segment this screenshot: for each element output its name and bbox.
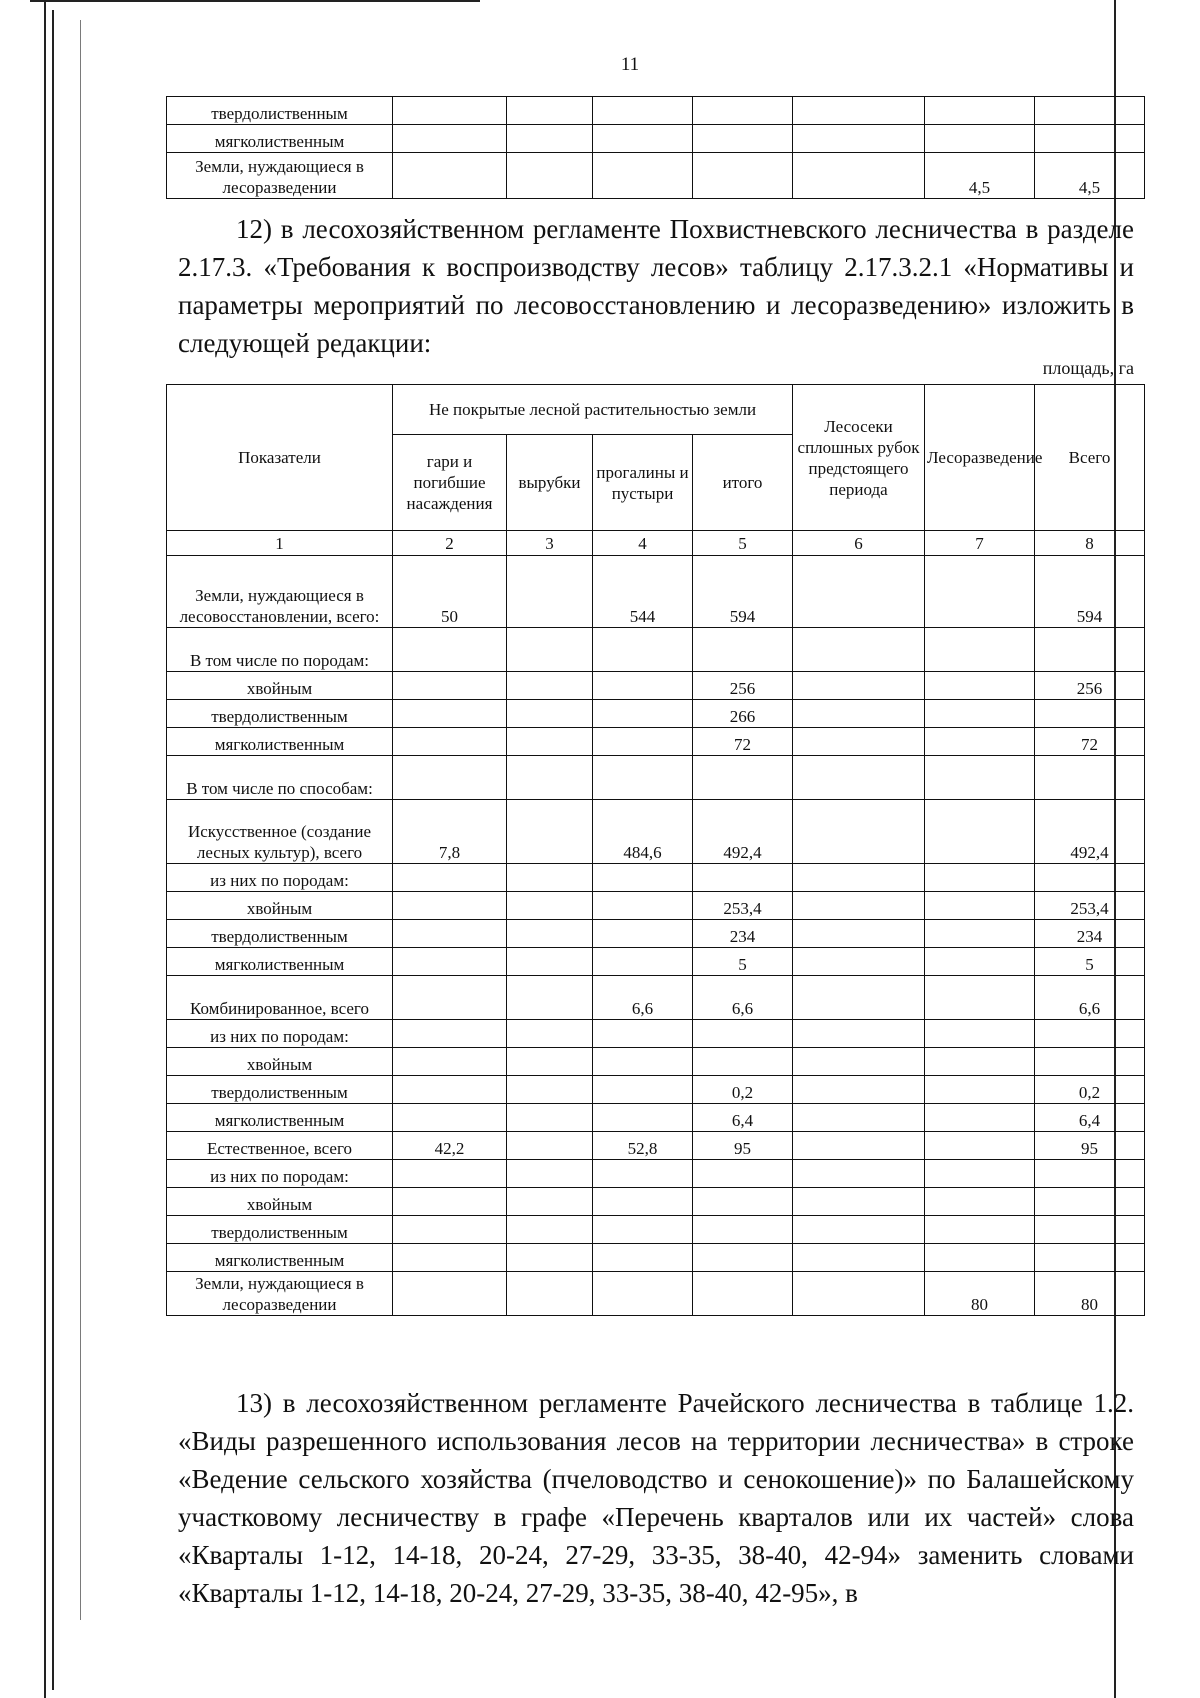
scan-line-left-2 <box>52 10 54 1690</box>
column-number: 3 <box>507 531 593 556</box>
table-cell <box>1035 700 1145 728</box>
table-cell <box>1035 97 1145 125</box>
table-cell <box>793 1048 925 1076</box>
table-cell <box>393 920 507 948</box>
table-cell <box>925 976 1035 1020</box>
header-clearings: вырубки <box>507 435 593 531</box>
table-row <box>167 1216 1145 1244</box>
table-cell <box>593 153 693 199</box>
table-row <box>167 976 1145 1020</box>
row-label: мягколиственным <box>167 1244 393 1272</box>
table-cell: 492,4 <box>1035 800 1145 864</box>
table-cell: 4,5 <box>1035 153 1145 199</box>
table-cell <box>1035 756 1145 800</box>
table-row <box>167 756 1145 800</box>
table-row <box>167 1132 1145 1160</box>
table-cell <box>507 1076 593 1104</box>
table-cell <box>925 1132 1035 1160</box>
table-cell <box>507 1020 593 1048</box>
table-cell <box>593 1048 693 1076</box>
table-row <box>167 1020 1145 1048</box>
table-cell <box>793 1272 925 1316</box>
table-cell <box>925 1216 1035 1244</box>
table-row <box>167 125 1145 153</box>
table-cell <box>925 97 1035 125</box>
table-cell <box>507 1216 593 1244</box>
row-label: из них по породам: <box>167 864 393 892</box>
table-cell <box>393 153 507 199</box>
table-cell: 80 <box>925 1272 1035 1316</box>
table-cell <box>507 1160 593 1188</box>
table-cell <box>507 125 593 153</box>
table-cell <box>593 1076 693 1104</box>
table-cell <box>593 948 693 976</box>
table-cell <box>693 1272 793 1316</box>
table-cell: 6,6 <box>1035 976 1145 1020</box>
table-cell <box>693 1216 793 1244</box>
table-cell <box>593 1244 693 1272</box>
table-cell <box>393 1160 507 1188</box>
table-cell <box>1035 1188 1145 1216</box>
page-number: 11 <box>620 54 640 75</box>
table-cell <box>693 1244 793 1272</box>
table-cell: 80 <box>1035 1272 1145 1316</box>
table-cell <box>793 892 925 920</box>
row-label: хвойным <box>167 672 393 700</box>
column-number: 8 <box>1035 531 1145 556</box>
table-cell <box>693 1160 793 1188</box>
table-cell: 42,2 <box>393 1132 507 1160</box>
table-cell: 256 <box>693 672 793 700</box>
table-cell <box>507 948 593 976</box>
table-cell <box>925 1020 1035 1048</box>
scan-line-left-3 <box>80 20 81 1620</box>
table-cell <box>1035 1160 1145 1188</box>
table-cell <box>1035 1020 1145 1048</box>
table-cell <box>925 920 1035 948</box>
row-label: Искусственное (создание лесных культур), всего <box>167 800 393 864</box>
table-cell: 95 <box>1035 1132 1145 1160</box>
table-cell <box>793 556 925 628</box>
table-cell <box>393 864 507 892</box>
table-cell <box>925 1076 1035 1104</box>
table-cell <box>693 1020 793 1048</box>
table-cell: 6,4 <box>1035 1104 1145 1132</box>
table-cell <box>693 125 793 153</box>
scan-line-top <box>30 0 480 2</box>
table-cell: 7,8 <box>393 800 507 864</box>
table-row <box>167 1244 1145 1272</box>
table-cell <box>393 892 507 920</box>
header-clearcut-areas: Лесосеки сплошных рубок предстоящего периода <box>793 385 925 531</box>
continued-table <box>166 96 1145 199</box>
table-cell <box>1035 1244 1145 1272</box>
table-row <box>167 1160 1145 1188</box>
table-cell <box>593 1188 693 1216</box>
table-row <box>167 672 1145 700</box>
table-cell <box>793 700 925 728</box>
table-cell: 484,6 <box>593 800 693 864</box>
table-cell <box>793 1160 925 1188</box>
row-label: твердолиственным <box>167 1076 393 1104</box>
column-number: 7 <box>925 531 1035 556</box>
table-cell <box>693 628 793 672</box>
table-cell <box>593 97 693 125</box>
table-cell: 72 <box>1035 728 1145 756</box>
table-row <box>167 892 1145 920</box>
table-cell <box>793 864 925 892</box>
table-cell <box>593 700 693 728</box>
table-cell <box>507 556 593 628</box>
table-cell <box>693 756 793 800</box>
row-label: хвойным <box>167 1048 393 1076</box>
table-cell: 6,4 <box>693 1104 793 1132</box>
row-label: хвойным <box>167 892 393 920</box>
row-label: мягколиственным <box>167 728 393 756</box>
table-cell <box>793 1244 925 1272</box>
table-cell <box>793 976 925 1020</box>
header-total: Всего <box>1035 385 1145 531</box>
table-cell <box>393 728 507 756</box>
table-cell: 234 <box>1035 920 1145 948</box>
table-cell <box>393 948 507 976</box>
table-cell: 72 <box>693 728 793 756</box>
table-cell: 594 <box>1035 556 1145 628</box>
table-cell <box>507 756 593 800</box>
column-number: 5 <box>693 531 793 556</box>
scan-line-left-1 <box>44 0 46 1698</box>
table-cell <box>793 948 925 976</box>
table-cell <box>925 1188 1035 1216</box>
header-afforestation: Лесоразведение <box>925 385 1035 531</box>
table-cell <box>793 672 925 700</box>
table-cell <box>925 892 1035 920</box>
table-cell: 256 <box>1035 672 1145 700</box>
reforestation-table <box>166 384 1145 1316</box>
table-cell <box>925 1104 1035 1132</box>
table-cell <box>925 1048 1035 1076</box>
table-row <box>167 948 1145 976</box>
table-cell <box>593 1160 693 1188</box>
table-cell <box>793 97 925 125</box>
table-cell <box>507 920 593 948</box>
row-label: из них по породам: <box>167 1160 393 1188</box>
table-cell <box>393 1048 507 1076</box>
table-cell <box>925 700 1035 728</box>
table-cell <box>593 1272 693 1316</box>
table-row <box>167 1272 1145 1316</box>
row-label: В том числе по породам: <box>167 628 393 672</box>
row-label: хвойным <box>167 1188 393 1216</box>
column-number: 4 <box>593 531 693 556</box>
table-cell <box>393 672 507 700</box>
table-cell: 4,5 <box>925 153 1035 199</box>
table-cell <box>925 948 1035 976</box>
table-cell <box>507 628 593 672</box>
table-cell <box>793 1132 925 1160</box>
table-cell <box>693 1188 793 1216</box>
table-cell <box>393 700 507 728</box>
table-cell <box>1035 125 1145 153</box>
table-row <box>167 1104 1145 1132</box>
table-row <box>167 1048 1145 1076</box>
table-cell <box>393 1272 507 1316</box>
column-number: 1 <box>167 531 393 556</box>
table-cell: 0,2 <box>693 1076 793 1104</box>
table-cell <box>507 1104 593 1132</box>
table-cell <box>393 756 507 800</box>
row-label: Земли, нуждающиеся в лесоразведении <box>167 153 393 199</box>
table-row <box>167 628 1145 672</box>
table-cell <box>925 756 1035 800</box>
table-cell: 95 <box>693 1132 793 1160</box>
table-cell <box>793 1076 925 1104</box>
table-cell: 6,6 <box>593 976 693 1020</box>
table-cell: 266 <box>693 700 793 728</box>
table-cell <box>507 864 593 892</box>
row-label: Естественное, всего <box>167 1132 393 1160</box>
table-cell: 253,4 <box>1035 892 1145 920</box>
table-row <box>167 700 1145 728</box>
table-row <box>167 1076 1145 1104</box>
table-cell <box>507 728 593 756</box>
table-cell <box>507 672 593 700</box>
row-label: твердолиственным <box>167 97 393 125</box>
table-cell <box>693 864 793 892</box>
table-row <box>167 800 1145 864</box>
table-cell <box>693 1048 793 1076</box>
table-cell <box>393 628 507 672</box>
table-cell <box>925 556 1035 628</box>
row-label: мягколиственным <box>167 125 393 153</box>
table-row <box>167 1188 1145 1216</box>
table-cell <box>593 1020 693 1048</box>
row-label: мягколиственным <box>167 948 393 976</box>
table-cell: 234 <box>693 920 793 948</box>
row-label: твердолиственным <box>167 700 393 728</box>
table-cell <box>925 1244 1035 1272</box>
table-cell <box>393 976 507 1020</box>
row-label: твердолиственным <box>167 920 393 948</box>
table-cell <box>925 728 1035 756</box>
table-cell <box>1035 1048 1145 1076</box>
table-cell <box>593 864 693 892</box>
table-cell <box>507 976 593 1020</box>
table-cell <box>593 728 693 756</box>
table-cell <box>593 756 693 800</box>
table-cell <box>593 672 693 700</box>
table-cell <box>507 1188 593 1216</box>
column-number: 2 <box>393 531 507 556</box>
table-cell <box>925 628 1035 672</box>
paragraph-12: 12) в лесохозяйственном регламенте Похвистневского лесничества в разделе 2.17.3. «Требования к воспроизводству лесов» таблицу 2.17.3.2.1 «Нормативы и параметры мероприятий по лесовосстановлению и лесоразведению» изложить в следующей редакции: <box>178 214 1134 358</box>
table-cell <box>507 97 593 125</box>
table-cell <box>793 1020 925 1048</box>
column-number: 6 <box>793 531 925 556</box>
table-cell <box>593 628 693 672</box>
table-cell <box>507 1272 593 1316</box>
table-cell <box>793 1188 925 1216</box>
table-cell <box>507 700 593 728</box>
table-cell <box>507 1132 593 1160</box>
row-label: В том числе по способам: <box>167 756 393 800</box>
table-cell: 594 <box>693 556 793 628</box>
table-cell: 5 <box>693 948 793 976</box>
table-cell <box>393 1020 507 1048</box>
table-cell: 6,6 <box>693 976 793 1020</box>
row-label: Комбинированное, всего <box>167 976 393 1020</box>
table-cell: 544 <box>593 556 693 628</box>
table-cell <box>793 1216 925 1244</box>
table-row <box>167 864 1145 892</box>
table-cell <box>793 153 925 199</box>
row-label: твердолиственным <box>167 1216 393 1244</box>
table-cell <box>393 97 507 125</box>
table-cell <box>593 125 693 153</box>
header-not-covered-lands: Не покрытые лесной растительностью земли <box>393 385 793 435</box>
table-cell <box>507 800 593 864</box>
header-subtotal: итого <box>693 435 793 531</box>
row-label: мягколиственным <box>167 1104 393 1132</box>
table-cell <box>507 1244 593 1272</box>
paragraph-13: 13) в лесохозяйственном регламенте Рачейского лесничества в таблице 1.2. «Виды разрешенного использования лесов на территории лесничества» в строке «Ведение сельского хозяйства (пчеловодство и сенокошение)» по Балашейскому участковому лесничеству в графе «Перечень кварталов или их частей» слова «Кварталы 1-12, 14-18, 20-24, 27-29, 33-35, 38-40, 42-94» заменить словами «Кварталы 1-12, 14-18, 20-24, 27-29, 33-35, 38-40, 42-95», в <box>178 1388 1134 1608</box>
table-cell <box>393 1188 507 1216</box>
table-cell <box>693 153 793 199</box>
table-cell <box>507 153 593 199</box>
table-row <box>167 920 1145 948</box>
table-cell: 253,4 <box>693 892 793 920</box>
table-cell <box>393 1216 507 1244</box>
table-row <box>167 556 1145 628</box>
table-cell <box>925 864 1035 892</box>
table-cell: 52,8 <box>593 1132 693 1160</box>
table-cell <box>693 97 793 125</box>
table-cell <box>507 892 593 920</box>
table-cell <box>793 125 925 153</box>
table-cell <box>593 1216 693 1244</box>
header-glades: прогалины и пустыри <box>593 435 693 531</box>
table-cell <box>593 1104 693 1132</box>
table-cell <box>793 728 925 756</box>
table-cell <box>1035 1216 1145 1244</box>
table-cell: 492,4 <box>693 800 793 864</box>
table-cell <box>393 1244 507 1272</box>
table-cell <box>793 800 925 864</box>
table-cell <box>793 1104 925 1132</box>
table-cell <box>593 892 693 920</box>
row-label: Земли, нуждающиеся в лесоразведении <box>167 1272 393 1316</box>
table-cell: 0,2 <box>1035 1076 1145 1104</box>
table-cell: 50 <box>393 556 507 628</box>
table-cell <box>925 125 1035 153</box>
table-cell <box>793 628 925 672</box>
unit-note: площадь, га <box>1042 358 1134 378</box>
table-cell <box>793 756 925 800</box>
table-cell <box>393 1104 507 1132</box>
table-cell <box>925 672 1035 700</box>
table-cell <box>393 125 507 153</box>
header-indicators: Показатели <box>167 385 393 531</box>
table-cell <box>925 1160 1035 1188</box>
table-cell <box>393 1076 507 1104</box>
table-row <box>167 728 1145 756</box>
table-cell: 5 <box>1035 948 1145 976</box>
table-row <box>167 153 1145 199</box>
table-cell <box>593 920 693 948</box>
table-cell <box>1035 628 1145 672</box>
table-row <box>167 97 1145 125</box>
table-cell <box>1035 864 1145 892</box>
header-burnt-areas: гари и погибшие насаждения <box>393 435 507 531</box>
row-label: Земли, нуждающиеся в лесовосстановлении, всего: <box>167 556 393 628</box>
table-cell <box>925 800 1035 864</box>
table-cell <box>507 1048 593 1076</box>
row-label: из них по породам: <box>167 1020 393 1048</box>
table-cell <box>793 920 925 948</box>
